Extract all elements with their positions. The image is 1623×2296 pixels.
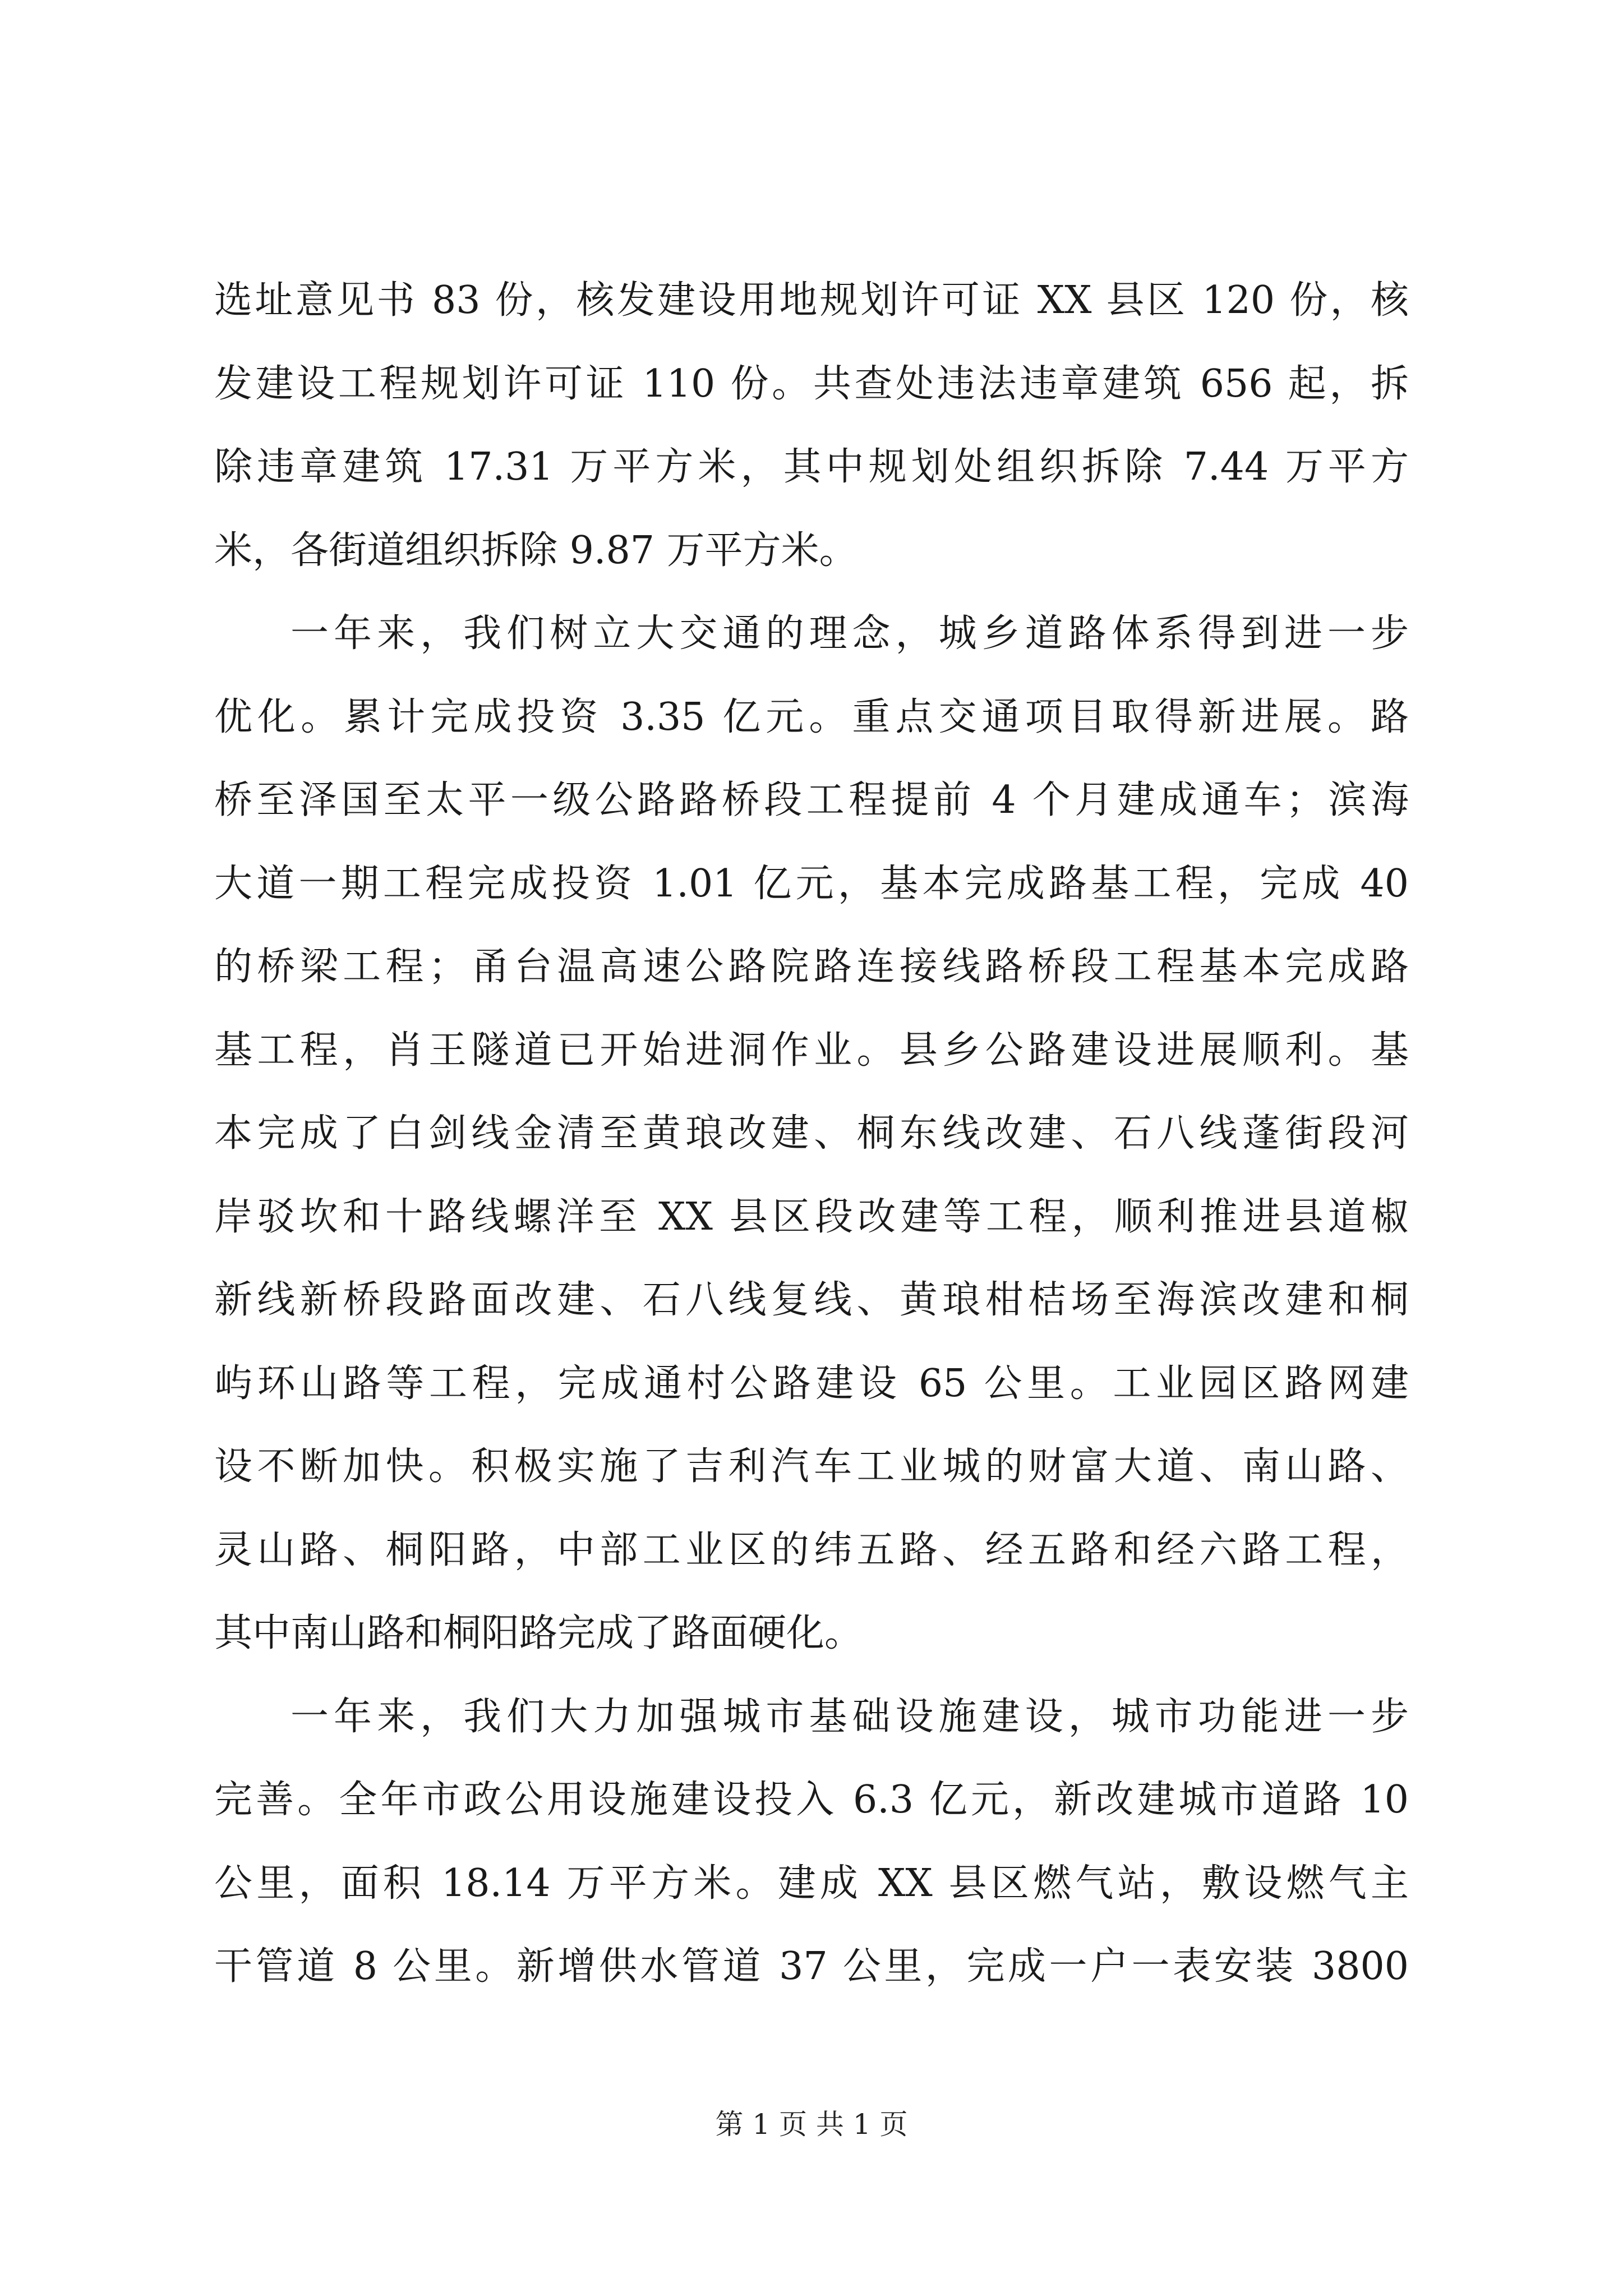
text-line: 设不断加快。积极实施了吉利汽车工业城的财富大道、南山路、 (214, 1444, 1409, 1489)
text-line: 公里，面积 18.14 万平方米。建成 XX 县区燃气站，敷设燃气主 (214, 1861, 1409, 1906)
text-line: 选址意见书 83 份，核发建设用地规划许可证 XX 县区 120 份，核 (214, 278, 1409, 323)
text-line: 干管道 8 公里。新增供水管道 37 公里，完成一户一表安装 3800 (214, 1944, 1409, 1989)
text-line: 除违章建筑 17.31 万平方米，其中规划处组织拆除 7.44 万平方 (214, 445, 1409, 489)
paragraph-first-line: 一年来，我们树立大交通的理念，城乡道路体系得到进一步 (291, 611, 1409, 656)
document-body (214, 259, 1409, 2009)
text-line: 米，各街道组织拆除 9.87 万平方米。 (214, 528, 857, 573)
text-line: 其中南山路和桐阳路完成了路面硬化。 (214, 1611, 863, 1655)
page-footer: 第 1 页 共 1 页 (715, 2108, 908, 2141)
text-line: 新线新桥段路面改建、石八线复线、黄琅柑桔场至海滨改建和桐 (214, 1278, 1409, 1322)
text-line: 基工程，肖王隧道已开始进洞作业。县乡公路建设进展顺利。基 (214, 1028, 1409, 1073)
text-line: 岸驳坎和十路线螺洋至 XX 县区段改建等工程，顺利推进县道椒 (214, 1194, 1409, 1239)
text-line: 大道一期工程完成投资 1.01 亿元，基本完成路基工程，完成 40 (214, 861, 1409, 906)
text-line: 桥至泽国至太平一级公路路桥段工程提前 4 个月建成通车；滨海 (214, 778, 1409, 822)
text-line: 本完成了白剑线金清至黄琅改建、桐东线改建、石八线蓬街段河 (214, 1111, 1409, 1156)
text-line: 优化。累计完成投资 3.35 亿元。重点交通项目取得新进展。路 (214, 694, 1409, 739)
text-line: 完善。全年市政公用设施建设投入 6.3 亿元，新改建城市道路 10 (214, 1778, 1409, 1822)
paragraph-first-line: 一年来，我们大力加强城市基础设施建设，城市功能进一步 (291, 1694, 1409, 1739)
text-line: 的桥梁工程；甬台温高速公路院路连接线路桥段工程基本完成路 (214, 945, 1409, 989)
text-line: 发建设工程规划许可证 110 份。共查处违法违章建筑 656 起，拆 (214, 361, 1409, 406)
text-line: 屿环山路等工程，完成通村公路建设 65 公里。工业园区路网建 (214, 1361, 1409, 1406)
text-line: 灵山路、桐阳路，中部工业区的纬五路、经五路和经六路工程， (214, 1527, 1409, 1572)
